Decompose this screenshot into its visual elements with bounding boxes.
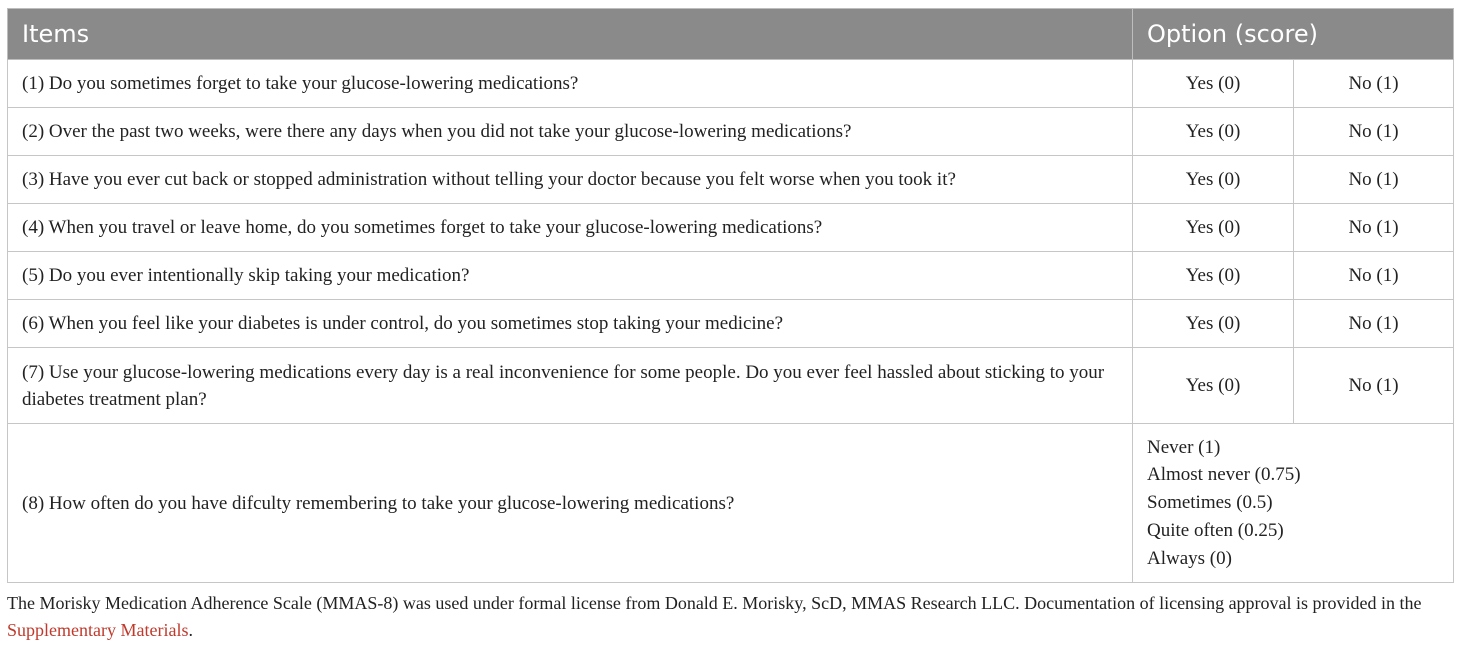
- option-yes: Yes (0): [1133, 300, 1294, 348]
- option-yes: Yes (0): [1133, 252, 1294, 300]
- table-row: [8, 204, 1454, 252]
- option-always: Always (0): [1147, 547, 1232, 569]
- table-row: [8, 348, 1454, 424]
- option-no: No (1): [1294, 348, 1454, 424]
- footnote-end: .: [188, 620, 193, 640]
- item-text: (2) Over the past two weeks, were there any days when you did not take your glucose-lowering medications?: [8, 108, 1133, 156]
- frequency-options: [1133, 424, 1454, 583]
- table-header-row: [8, 9, 1454, 60]
- option-yes: Yes (0): [1133, 156, 1294, 204]
- option-quite-often: Quite often (0.25): [1147, 519, 1284, 541]
- header-option-score: Option (score): [1133, 9, 1454, 60]
- item-text: (4) When you travel or leave home, do you sometimes forget to take your glucose-lowering medications?: [8, 204, 1133, 252]
- option-sometimes: Sometimes (0.5): [1147, 492, 1273, 514]
- option-no: No (1): [1294, 60, 1454, 108]
- option-yes: Yes (0): [1133, 204, 1294, 252]
- item-text: (8) How often do you have difculty remembering to take your glucose-lowering medications?: [8, 424, 1133, 583]
- item-text: (1) Do you sometimes forget to take your glucose-lowering medications?: [8, 60, 1133, 108]
- table-row: [8, 156, 1454, 204]
- option-no: No (1): [1294, 156, 1454, 204]
- item-text: (7) Use your glucose-lowering medications every day is a real inconvenience for some people. Do you ever feel hassled about sticking to your diabetes treatment plan?: [8, 348, 1133, 424]
- option-no: No (1): [1294, 108, 1454, 156]
- option-yes: Yes (0): [1133, 60, 1294, 108]
- table-footnote: [7, 590, 1457, 644]
- item-text: (5) Do you ever intentionally skip taking your medication?: [8, 252, 1133, 300]
- table-row: [8, 60, 1454, 108]
- option-no: No (1): [1294, 300, 1454, 348]
- table-row: [8, 300, 1454, 348]
- option-no: No (1): [1294, 252, 1454, 300]
- option-yes: Yes (0): [1133, 348, 1294, 424]
- option-almost-never: Almost never (0.75): [1147, 464, 1301, 486]
- table-row: [8, 424, 1454, 583]
- option-never: Never (1): [1147, 436, 1221, 458]
- item-text: (3) Have you ever cut back or stopped administration without telling your doctor because you felt worse when you took it?: [8, 156, 1133, 204]
- mmas-table: [7, 8, 1454, 583]
- supplementary-materials-link[interactable]: Supplementary Materials: [7, 620, 189, 640]
- table-row: [8, 252, 1454, 300]
- table-row: [8, 108, 1454, 156]
- option-yes: Yes (0): [1133, 108, 1294, 156]
- header-items: Items: [8, 9, 1133, 60]
- footnote-text: The Morisky Medication Adherence Scale (MMAS-8) was used under formal license from Donald E. Morisky, ScD, MMAS Research LLC. Documentation of licensing approval is provided in the: [7, 593, 1422, 613]
- option-no: No (1): [1294, 204, 1454, 252]
- mmas-table-container: [7, 8, 1453, 583]
- item-text: (6) When you feel like your diabetes is under control, do you sometimes stop taking your medicine?: [8, 300, 1133, 348]
